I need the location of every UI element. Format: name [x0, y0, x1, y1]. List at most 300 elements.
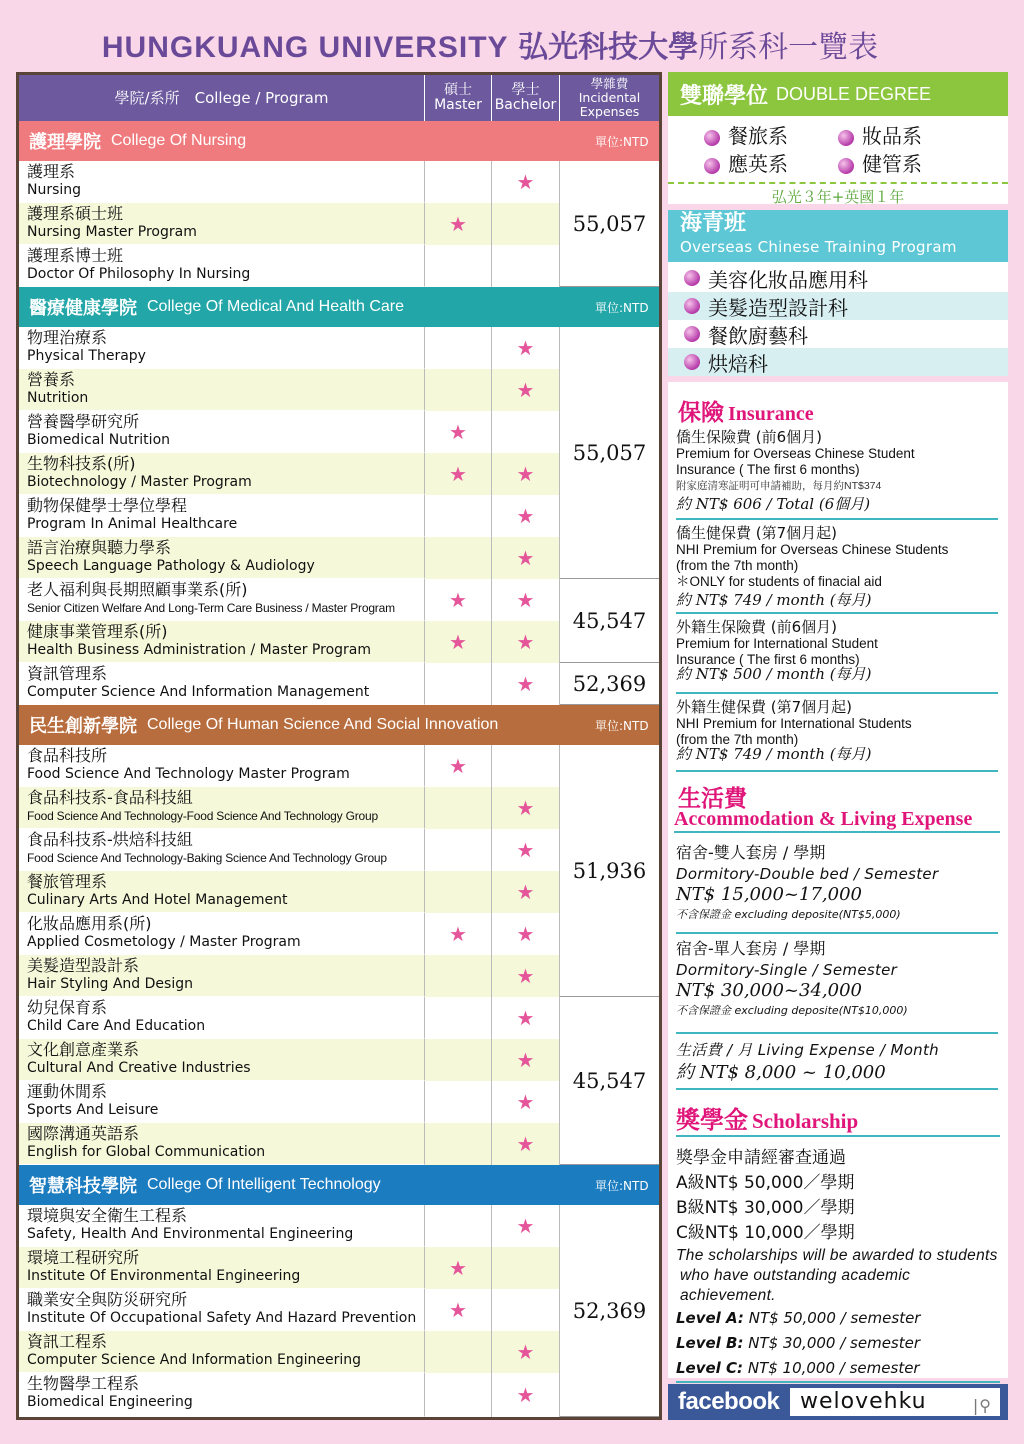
- ins-4-en1: NHI Premium for International Students: [676, 716, 912, 731]
- dd-item: [838, 148, 922, 177]
- overseas-item: [668, 292, 1008, 320]
- program-name-zh: 生物科技系(所): [27, 454, 136, 473]
- dd-item-label: 健管系: [862, 152, 922, 176]
- ins-1-en2: Insurance ( The first 6 months): [676, 462, 860, 477]
- section-header: [19, 1165, 659, 1205]
- header-bachelor-zh: 學士: [511, 81, 540, 98]
- star-icon: ★: [516, 672, 535, 696]
- master-cell: [425, 913, 492, 955]
- master-cell: [425, 203, 492, 245]
- dd-item-label: 應英系: [728, 152, 788, 176]
- section-header: [19, 705, 659, 745]
- overseas-item-label: 餐飲廚藝科: [708, 323, 808, 348]
- scholarship-heading: [676, 1100, 1000, 1137]
- program-name: [19, 913, 425, 955]
- ins-2-zh: 僑生健保費 (第7個月起): [676, 524, 838, 542]
- program-name: [19, 871, 425, 913]
- level-label: Level A:: [676, 1309, 744, 1327]
- level-value: NT$ 50,000 / semester: [748, 1309, 921, 1327]
- program-name-zh: 化妝品應用系(所): [27, 914, 152, 933]
- unit-label: 單位:NTD: [595, 1178, 649, 1193]
- master-cell: [425, 495, 492, 537]
- living-monthly-label: 生活費 / 月 Living Expense / Month: [676, 1041, 939, 1059]
- program-name-zh: 動物保健學士學位學程: [27, 496, 188, 515]
- star-icon: ★: [516, 1214, 535, 1238]
- insurance-block-1: [676, 428, 998, 520]
- bachelor-cell: [492, 579, 560, 621]
- program-name: [19, 1123, 425, 1165]
- scholarship-title-en: Scholarship: [752, 1109, 859, 1133]
- fee-cell: 45,547: [560, 997, 659, 1165]
- master-cell: [425, 411, 492, 453]
- bachelor-cell: [492, 997, 560, 1039]
- ins-2-en1: NHI Premium for Overseas Chinese Students: [676, 542, 949, 557]
- master-cell: [425, 579, 492, 621]
- master-cell: [425, 1247, 492, 1289]
- overseas-box: [668, 210, 1008, 376]
- star-icon: ★: [516, 796, 535, 820]
- scholarship-desc: The scholarships will be awarded to students: [676, 1247, 998, 1264]
- program-name-en: Sports And Leisure: [27, 1102, 159, 1118]
- star-icon: ★: [449, 630, 467, 654]
- living-title-en: Accommodation & Living Expense: [674, 808, 1000, 833]
- double-degree-box: [668, 72, 1008, 204]
- star-icon: ★: [449, 922, 467, 946]
- header-master-en: Master: [434, 97, 482, 113]
- program-name-en: Cultural And Creative Industries: [27, 1060, 251, 1076]
- scholarship-title-zh: 獎學金: [676, 1108, 748, 1134]
- header-master-zh: 碩士: [444, 81, 472, 98]
- program-name: [19, 579, 425, 621]
- scholarship-desc: who have outstanding academic achievement.: [680, 1267, 911, 1304]
- costs-box: [668, 382, 1008, 1378]
- star-icon: ★: [516, 964, 535, 988]
- program-name-zh: 健康事業管理系(所): [27, 622, 168, 641]
- bachelor-cell: [492, 161, 560, 203]
- facebook-banner[interactable]: [668, 1384, 1008, 1420]
- section-title-en: College Of Human Science And Social Innovation: [147, 716, 499, 733]
- insurance-title-zh: 保險: [678, 400, 724, 425]
- ins-3-en2: Insurance ( The first 6 months): [676, 652, 860, 667]
- scholarship-level: [676, 1306, 1000, 1331]
- ins-3-zh: 外籍生保險費 (前6個月): [676, 618, 838, 636]
- title-university-zh: 弘光科技大學: [518, 30, 699, 65]
- program-name: [19, 1205, 425, 1247]
- section-title-zh: 智慧科技學院: [29, 1176, 137, 1197]
- program-name: [19, 327, 425, 369]
- star-icon: ★: [516, 1048, 535, 1072]
- level-value: NT$ 30,000 / semester: [748, 1334, 921, 1352]
- ins-2-amount: 約 NT$ 749 / month (每月): [676, 591, 872, 609]
- program-name: [19, 955, 425, 997]
- program-name-zh: 資訊工程系: [27, 1332, 108, 1351]
- header-fee-en1: Incidental: [578, 90, 641, 106]
- bachelor-cell: [492, 203, 560, 245]
- master-cell: [425, 1331, 492, 1373]
- section-header: [19, 287, 659, 327]
- bachelor-cell: [492, 1289, 560, 1331]
- program-name: [19, 1289, 425, 1331]
- double-degree-header: [668, 72, 1008, 116]
- unit-label: 單位:NTD: [595, 718, 649, 733]
- overseas-item-label: 美容化妝品應用科: [708, 267, 868, 292]
- program-name-en: Institute Of Occupational Safety And Hazard Prevention: [27, 1310, 417, 1326]
- title-english: HUNGKUANG UNIVERSITY: [101, 31, 509, 64]
- program-name-en: Hair Styling And Design: [27, 976, 193, 992]
- master-cell: [425, 369, 492, 411]
- level-label: Level C:: [676, 1359, 744, 1377]
- section-title-en: College Of Nursing: [111, 132, 247, 149]
- program-name-en: Nursing Master Program: [27, 224, 197, 240]
- master-cell: [425, 1123, 492, 1165]
- master-cell: [425, 327, 492, 369]
- overseas-item: [668, 264, 1008, 292]
- master-cell: [425, 829, 492, 871]
- program-name-zh: 環境與安全衛生工程系: [27, 1206, 188, 1225]
- living-block-double: [676, 842, 998, 934]
- bachelor-cell: [492, 1081, 560, 1123]
- bachelor-cell: [492, 913, 560, 955]
- program-name-zh: 營養醫學研究所: [27, 412, 140, 431]
- program-name: [19, 537, 425, 579]
- program-name-zh: 護理系碩士班: [27, 204, 124, 223]
- bachelor-cell: [492, 955, 560, 997]
- fee-cell: 52,369: [560, 663, 659, 705]
- overseas-item: [668, 348, 1008, 376]
- bachelor-cell: [492, 1373, 560, 1417]
- ins-2-en3: ＊ONLY for students of finacial aid: [676, 574, 882, 589]
- program-name-zh: 資訊管理系: [27, 664, 108, 683]
- double-degree-title-zh: 雙聯學位: [680, 83, 769, 109]
- section-title-en: College Of Intelligent Technology: [147, 1176, 381, 1193]
- program-name-en: Culinary Arts And Hotel Management: [27, 892, 288, 908]
- section-title-zh: 醫療健康學院: [29, 298, 137, 319]
- program-name-en: Biomedical Engineering: [27, 1394, 193, 1410]
- insurance-block-4: [676, 698, 998, 772]
- page-title: [0, 22, 980, 66]
- star-icon: ★: [516, 546, 535, 570]
- star-icon: ★: [516, 1006, 535, 1030]
- insurance-heading: [678, 394, 814, 427]
- bachelor-cell: [492, 1205, 560, 1247]
- program-name-en: English for Global Communication: [27, 1144, 266, 1160]
- program-name-zh: 食品科技所: [27, 746, 108, 765]
- program-name-en: Senior Citizen Welfare And Long-Term Care Business / Master Program: [27, 601, 395, 615]
- dd-item-label: 妝品系: [862, 124, 922, 148]
- program-name-en: Applied Cosmetology / Master Program: [27, 934, 301, 950]
- program-name-zh: 食品科技系-烘焙科技組: [27, 830, 193, 849]
- scholarship-details: [676, 1146, 1000, 1383]
- header-fee: [560, 75, 659, 121]
- fee-cell: 55,057: [560, 161, 659, 287]
- program-name-en: Speech Language Pathology & Audiology: [27, 558, 315, 574]
- ins-1-zh: 僑生保險費 (前6個月): [676, 428, 823, 446]
- star-icon: ★: [449, 462, 467, 486]
- bachelor-cell: [492, 787, 560, 829]
- bullet-dot-icon: [704, 130, 720, 146]
- scholarship-line: 獎學金申請經審查通過: [676, 1148, 846, 1168]
- program-name: [19, 453, 425, 495]
- bullet-dot-icon: [704, 158, 720, 174]
- program-name-en: Food Science And Technology-Food Science And Technology Group: [27, 809, 378, 823]
- program-name-en: Institute Of Environmental Engineering: [27, 1268, 301, 1284]
- bachelor-cell: [492, 495, 560, 537]
- program-name-en: Doctor Of Philosophy In Nursing: [27, 266, 251, 282]
- header-fee-en2: Expenses: [579, 103, 640, 119]
- program-name: [19, 369, 425, 411]
- program-name-zh: 老人福利與長期照顧事業系(所): [27, 580, 248, 599]
- header-fee-zh: 學雜費: [590, 76, 629, 92]
- program-name: [19, 1373, 425, 1417]
- level-value: NT$ 10,000 / semester: [747, 1359, 920, 1377]
- program-name: [19, 787, 425, 829]
- dd-item: [704, 148, 788, 177]
- search-icon: |⚲: [972, 1396, 992, 1415]
- fee-cell: 55,057: [560, 327, 659, 579]
- star-icon: ★: [516, 630, 535, 654]
- bachelor-cell: [492, 1123, 560, 1165]
- program-name: [19, 745, 425, 787]
- master-cell: [425, 955, 492, 997]
- program-name-en: Child Care And Education: [27, 1018, 206, 1034]
- star-icon: ★: [516, 336, 535, 360]
- star-icon: ★: [516, 504, 535, 528]
- scholarship-line: B級NT$ 30,000／學期: [676, 1198, 855, 1218]
- program-name: [19, 495, 425, 537]
- living-double-note: 不含保證金 excluding deposite(NT$5,000): [676, 908, 901, 921]
- fee-cell: 51,936: [560, 745, 659, 997]
- star-icon: ★: [516, 1383, 535, 1407]
- program-name: [19, 411, 425, 453]
- scholarship-line: A級NT$ 50,000／學期: [676, 1173, 855, 1193]
- ins-4-zh: 外籍生健保費 (第7個月起): [676, 698, 853, 716]
- living-block-single: [676, 938, 998, 1034]
- bachelor-cell: [492, 621, 560, 663]
- program-name-zh: 職業安全與防災研究所: [27, 1290, 188, 1309]
- program-name: [19, 1247, 425, 1289]
- program-name-zh: 護理系博士班: [27, 246, 124, 265]
- bullet-dot-icon: [838, 158, 854, 174]
- overseas-header: [668, 210, 1008, 262]
- bachelor-cell: [492, 411, 560, 453]
- program-name-zh: 文化創意產業系: [27, 1040, 140, 1059]
- living-monthly-amount: 約 NT$ 8,000 ~ 10,000: [676, 1062, 886, 1083]
- program-name-zh: 護理系: [27, 162, 76, 181]
- bachelor-cell: [492, 829, 560, 871]
- bachelor-cell: [492, 245, 560, 287]
- program-name-zh: 營養系: [27, 370, 76, 389]
- star-icon: ★: [449, 212, 467, 236]
- living-double-amount: NT$ 15,000~17,000: [676, 884, 862, 905]
- program-name-en: Nursing: [27, 182, 82, 198]
- program-name-en: Computer Science And Information Management: [27, 684, 370, 700]
- master-cell: [425, 1039, 492, 1081]
- program-name-zh: 運動休閒系: [27, 1082, 108, 1101]
- header-master: [425, 75, 492, 121]
- master-cell: [425, 787, 492, 829]
- unit-label: 單位:NTD: [595, 134, 649, 149]
- overseas-item: [668, 320, 1008, 348]
- program-name: [19, 203, 425, 245]
- program-name-zh: 環境工程研究所: [27, 1248, 140, 1267]
- facebook-logo: facebook: [678, 1388, 780, 1415]
- facebook-search-text: welovehku: [800, 1389, 927, 1414]
- fee-cell: 52,369: [560, 1205, 659, 1417]
- program-name-en: Safety, Health And Environmental Engineering: [27, 1226, 354, 1242]
- ins-3-amount: 約 NT$ 500 / month (每月): [676, 665, 872, 683]
- program-name-en: Nutrition: [27, 390, 89, 406]
- program-name-zh: 美髮造型設計系: [27, 956, 140, 975]
- dd-item-label: 餐旅系: [728, 124, 788, 148]
- program-name: [19, 245, 425, 287]
- bachelor-cell: [492, 537, 560, 579]
- living-block-monthly: [676, 1038, 998, 1090]
- insurance-block-3: [676, 618, 998, 694]
- bachelor-cell: [492, 1247, 560, 1289]
- program-name-en: Biomedical Nutrition: [27, 432, 171, 448]
- star-icon: ★: [516, 1132, 535, 1156]
- living-double-zh: 宿舍-雙人套房 / 學期: [676, 843, 826, 862]
- title-list-zh: 所系科一覽表: [698, 30, 879, 65]
- program-name-en: Physical Therapy: [27, 348, 146, 364]
- header-program: 學院/系所 College / Program: [19, 75, 425, 121]
- scholarship-level: [676, 1356, 1000, 1383]
- star-icon: ★: [449, 754, 467, 778]
- master-cell: [425, 537, 492, 579]
- master-cell: [425, 1081, 492, 1123]
- bullet-dot-icon: [684, 298, 700, 314]
- program-name: [19, 621, 425, 663]
- bachelor-cell: [492, 327, 560, 369]
- facebook-search[interactable]: [790, 1388, 1000, 1416]
- program-name-en: Food Science And Technology-Baking Science And Technology Group: [27, 851, 387, 865]
- master-cell: [425, 871, 492, 913]
- ins-1-en1: Premium for Overseas Chinese Student: [676, 446, 915, 461]
- bachelor-cell: [492, 871, 560, 913]
- unit-label: 單位:NTD: [595, 300, 649, 315]
- section-title-zh: 民生創新學院: [29, 716, 137, 737]
- bullet-dot-icon: [684, 270, 700, 286]
- master-cell: [425, 663, 492, 705]
- program-name-zh: 語言治療與聽力學系: [27, 538, 172, 557]
- program-name: [19, 1081, 425, 1123]
- program-name: [19, 1039, 425, 1081]
- living-single-zh: 宿舍-單人套房 / 學期: [676, 939, 826, 958]
- living-double-en: Dormitory-Double bed / Semester: [676, 865, 939, 883]
- master-cell: [425, 245, 492, 287]
- star-icon: ★: [516, 922, 535, 946]
- ins-4-en2: (from the 7th month): [676, 732, 799, 747]
- overseas-title-en: Overseas Chinese Training Program: [680, 238, 957, 256]
- level-label: Level B:: [676, 1334, 744, 1352]
- bachelor-cell: [492, 663, 560, 705]
- fee-cell: 45,547: [560, 579, 659, 663]
- bachelor-cell: [492, 453, 560, 495]
- star-icon: ★: [449, 1256, 467, 1280]
- overseas-item-label: 烘焙科: [708, 351, 768, 376]
- master-cell: [425, 997, 492, 1039]
- star-icon: ★: [516, 880, 535, 904]
- ins-1-amount: 約 NT$ 606 / Total (6個月): [676, 495, 871, 513]
- program-name-en: Biotechnology / Master Program: [27, 474, 252, 490]
- overseas-title-zh: 海青班: [680, 211, 747, 236]
- bullet-dot-icon: [684, 326, 700, 342]
- program-name-en: Computer Science And Information Engineering: [27, 1352, 362, 1368]
- table-header: [19, 75, 659, 121]
- double-degree-note: 弘光３年+英國１年: [668, 182, 1008, 207]
- scholarship-level: [676, 1331, 1000, 1356]
- master-cell: [425, 1205, 492, 1247]
- program-name: [19, 829, 425, 871]
- bullet-dot-icon: [684, 354, 700, 370]
- star-icon: ★: [449, 1298, 467, 1322]
- program-name: [19, 1331, 425, 1373]
- header-bachelor: [492, 75, 560, 121]
- program-name-zh: 生物醫學工程系: [27, 1374, 140, 1393]
- master-cell: [425, 1289, 492, 1331]
- living-title-zh: 生活費: [678, 786, 747, 811]
- program-name-zh: 物理治療系: [27, 328, 108, 347]
- program-name-zh: 幼兒保育系: [27, 998, 108, 1017]
- program-name: [19, 663, 425, 705]
- program-name: [19, 161, 425, 203]
- overseas-item-label: 美髮造型設計科: [708, 295, 848, 320]
- section-title-zh: 護理學院: [29, 132, 101, 153]
- header-bachelor-en: Bachelor: [494, 97, 557, 113]
- program-name-en: Health Business Administration / Master Program: [27, 642, 371, 658]
- program-name: [19, 997, 425, 1039]
- star-icon: ★: [516, 378, 535, 402]
- insurance-block-2: [676, 524, 998, 614]
- star-icon: ★: [516, 588, 535, 612]
- program-name-en: Food Science And Technology Master Program: [27, 766, 350, 782]
- master-cell: [425, 161, 492, 203]
- bachelor-cell: [492, 745, 560, 787]
- master-cell: [425, 1373, 492, 1417]
- star-icon: ★: [516, 838, 535, 862]
- dd-item: [704, 120, 788, 149]
- scholarship-line: C級NT$ 10,000／學期: [676, 1223, 855, 1243]
- bullet-dot-icon: [838, 130, 854, 146]
- star-icon: ★: [516, 1090, 535, 1114]
- star-icon: ★: [516, 1340, 535, 1364]
- master-cell: [425, 745, 492, 787]
- star-icon: ★: [516, 462, 535, 486]
- star-icon: ★: [449, 420, 467, 444]
- bachelor-cell: [492, 1039, 560, 1081]
- ins-2-en2: (from the 7th month): [676, 558, 799, 573]
- program-name-en: Program In Animal Healthcare: [27, 516, 238, 532]
- double-degree-title-en: DOUBLE DEGREE: [776, 83, 932, 104]
- star-icon: ★: [516, 170, 535, 194]
- program-table: [16, 72, 662, 1420]
- star-icon: ★: [449, 588, 467, 612]
- section-title-en: College Of Medical And Health Care: [147, 298, 405, 315]
- master-cell: [425, 453, 492, 495]
- program-name-zh: 食品科技系-食品科技組: [27, 788, 193, 807]
- bachelor-cell: [492, 1331, 560, 1373]
- master-cell: [425, 621, 492, 663]
- insurance-title-en: Insurance: [728, 403, 814, 425]
- program-name-zh: 餐旅管理系: [27, 872, 108, 891]
- ins-3-en1: Premium for International Student: [676, 636, 878, 651]
- living-single-en: Dormitory-Single / Semester: [676, 961, 898, 979]
- bachelor-cell: [492, 369, 560, 411]
- ins-1-note: 附家庭清寒証明可申請補助，每月約NT$374: [676, 480, 882, 492]
- living-single-note: 不含保證金 excluding deposite(NT$10,000): [676, 1004, 908, 1017]
- living-single-amount: NT$ 30,000~34,000: [676, 980, 862, 1001]
- dd-item: [838, 120, 922, 149]
